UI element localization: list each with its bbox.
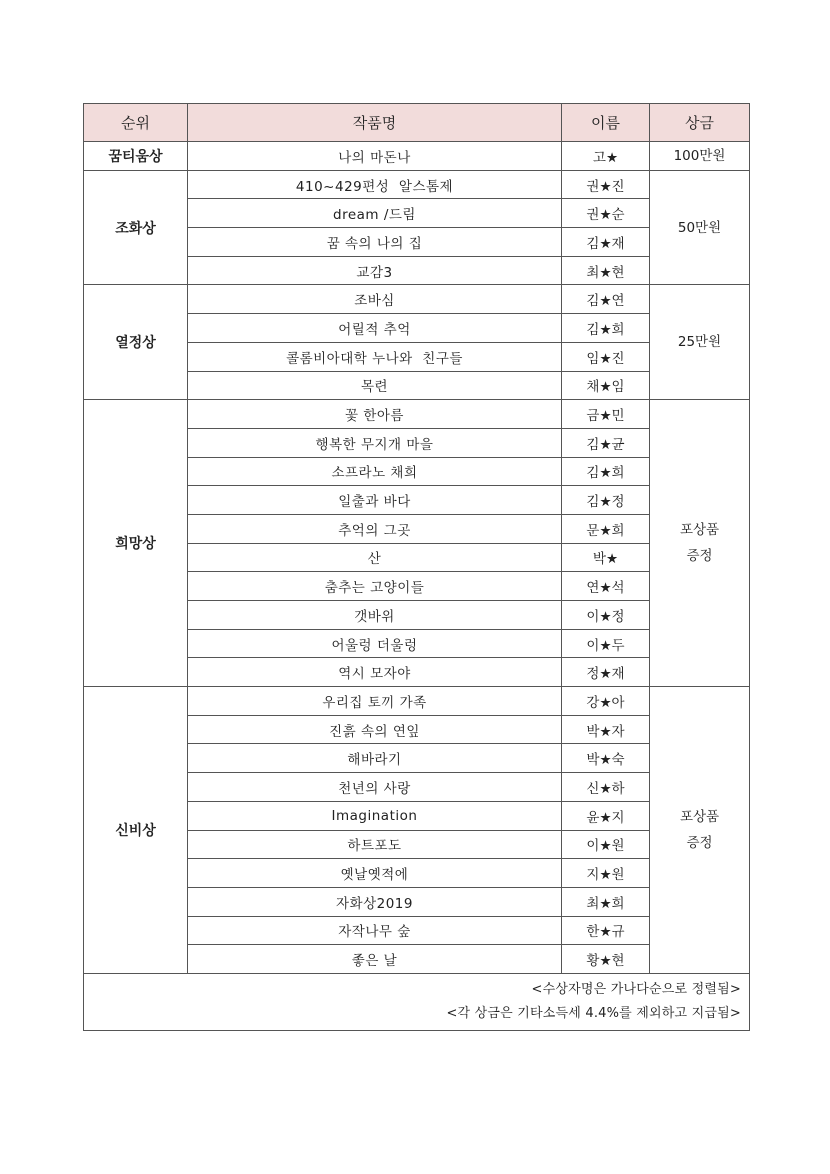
title-cell: 갯바위 — [188, 601, 562, 630]
title-cell: 콜롬비아대학 누나와 친구들 — [188, 342, 562, 371]
note-sort-order: <수상자명은 가나다순으로 정렬됨> — [531, 981, 741, 997]
awards-table — [83, 103, 750, 1031]
title-cell: 일출과 바다 — [188, 486, 562, 515]
title-cell: 천년의 사랑 — [188, 773, 562, 802]
title-cell: 좋은 날 — [188, 945, 562, 974]
prize-cell: 50만원 — [650, 170, 750, 285]
title-cell: 410~429편성 알스톰제 — [188, 170, 562, 199]
category-cell: 열정상 — [84, 285, 188, 400]
name-cell: 고★ — [562, 142, 650, 171]
title-cell: 행복한 무지개 마을 — [188, 428, 562, 457]
table-row — [84, 142, 750, 171]
title-cell: 조바심 — [188, 285, 562, 314]
title-cell: 해바라기 — [188, 744, 562, 773]
title-cell: 교감3 — [188, 256, 562, 285]
name-cell: 황★현 — [562, 945, 650, 974]
name-cell: 박★숙 — [562, 744, 650, 773]
header-prize: 상금 — [650, 104, 750, 142]
title-cell: 역시 모자야 — [188, 658, 562, 687]
header-name: 이름 — [562, 104, 650, 142]
name-cell: 최★희 — [562, 887, 650, 916]
title-cell: 어릴적 추억 — [188, 314, 562, 343]
name-cell: 이★정 — [562, 601, 650, 630]
note-tax: <각 상금은 기타소득세 4.4%를 제외하고 지급됨> — [446, 1005, 741, 1021]
name-cell: 임★진 — [562, 342, 650, 371]
name-cell: 연★석 — [562, 572, 650, 601]
name-cell: 김★균 — [562, 428, 650, 457]
title-cell: 우리집 토끼 가족 — [188, 687, 562, 716]
title-cell: 꽃 한아름 — [188, 400, 562, 429]
name-cell: 김★희 — [562, 314, 650, 343]
table-row — [84, 285, 750, 314]
title-cell: 춤추는 고양이들 — [188, 572, 562, 601]
notes-cell — [84, 973, 750, 1030]
name-cell: 한★규 — [562, 916, 650, 945]
name-cell: 정★재 — [562, 658, 650, 687]
title-cell: 나의 마돈나 — [188, 142, 562, 171]
name-cell: 문★희 — [562, 514, 650, 543]
title-cell: 소프라노 채희 — [188, 457, 562, 486]
title-cell: 옛날옛적에 — [188, 859, 562, 888]
category-cell: 희망상 — [84, 400, 188, 687]
title-cell: Imagination — [188, 801, 562, 830]
prize-cell: 포상품 증정 — [650, 687, 750, 974]
prize-cell: 25만원 — [650, 285, 750, 400]
title-cell: 자화상2019 — [188, 887, 562, 916]
title-cell: 진흙 속의 연잎 — [188, 715, 562, 744]
title-cell: 추억의 그곳 — [188, 514, 562, 543]
name-cell: 박★ — [562, 543, 650, 572]
name-cell: 권★진 — [562, 170, 650, 199]
name-cell: 김★정 — [562, 486, 650, 515]
awards-body — [84, 142, 750, 974]
name-cell: 지★원 — [562, 859, 650, 888]
notes-row — [84, 973, 750, 1030]
header-title: 작품명 — [188, 104, 562, 142]
title-cell: 자작나무 숲 — [188, 916, 562, 945]
name-cell: 윤★지 — [562, 801, 650, 830]
name-cell: 채★임 — [562, 371, 650, 400]
title-cell: 목련 — [188, 371, 562, 400]
header-rank: 순위 — [84, 104, 188, 142]
name-cell: 박★자 — [562, 715, 650, 744]
title-cell: 하트포도 — [188, 830, 562, 859]
name-cell: 김★희 — [562, 457, 650, 486]
table-row — [84, 400, 750, 429]
name-cell: 김★재 — [562, 228, 650, 257]
name-cell: 신★하 — [562, 773, 650, 802]
category-cell: 조화상 — [84, 170, 188, 285]
prize-cell: 100만원 — [650, 142, 750, 171]
category-cell: 꿈티움상 — [84, 142, 188, 171]
title-cell: 어울렁 더울렁 — [188, 629, 562, 658]
title-cell: 꿈 속의 나의 집 — [188, 228, 562, 257]
name-cell: 금★민 — [562, 400, 650, 429]
header-row — [84, 104, 750, 142]
name-cell: 최★현 — [562, 256, 650, 285]
title-cell: 산 — [188, 543, 562, 572]
name-cell: 이★두 — [562, 629, 650, 658]
category-cell: 신비상 — [84, 687, 188, 974]
table-row — [84, 170, 750, 199]
title-cell: dream /드림 — [188, 199, 562, 228]
prize-cell: 포상품 증정 — [650, 400, 750, 687]
name-cell: 이★원 — [562, 830, 650, 859]
table-row — [84, 687, 750, 716]
name-cell: 강★아 — [562, 687, 650, 716]
name-cell: 김★연 — [562, 285, 650, 314]
name-cell: 권★순 — [562, 199, 650, 228]
